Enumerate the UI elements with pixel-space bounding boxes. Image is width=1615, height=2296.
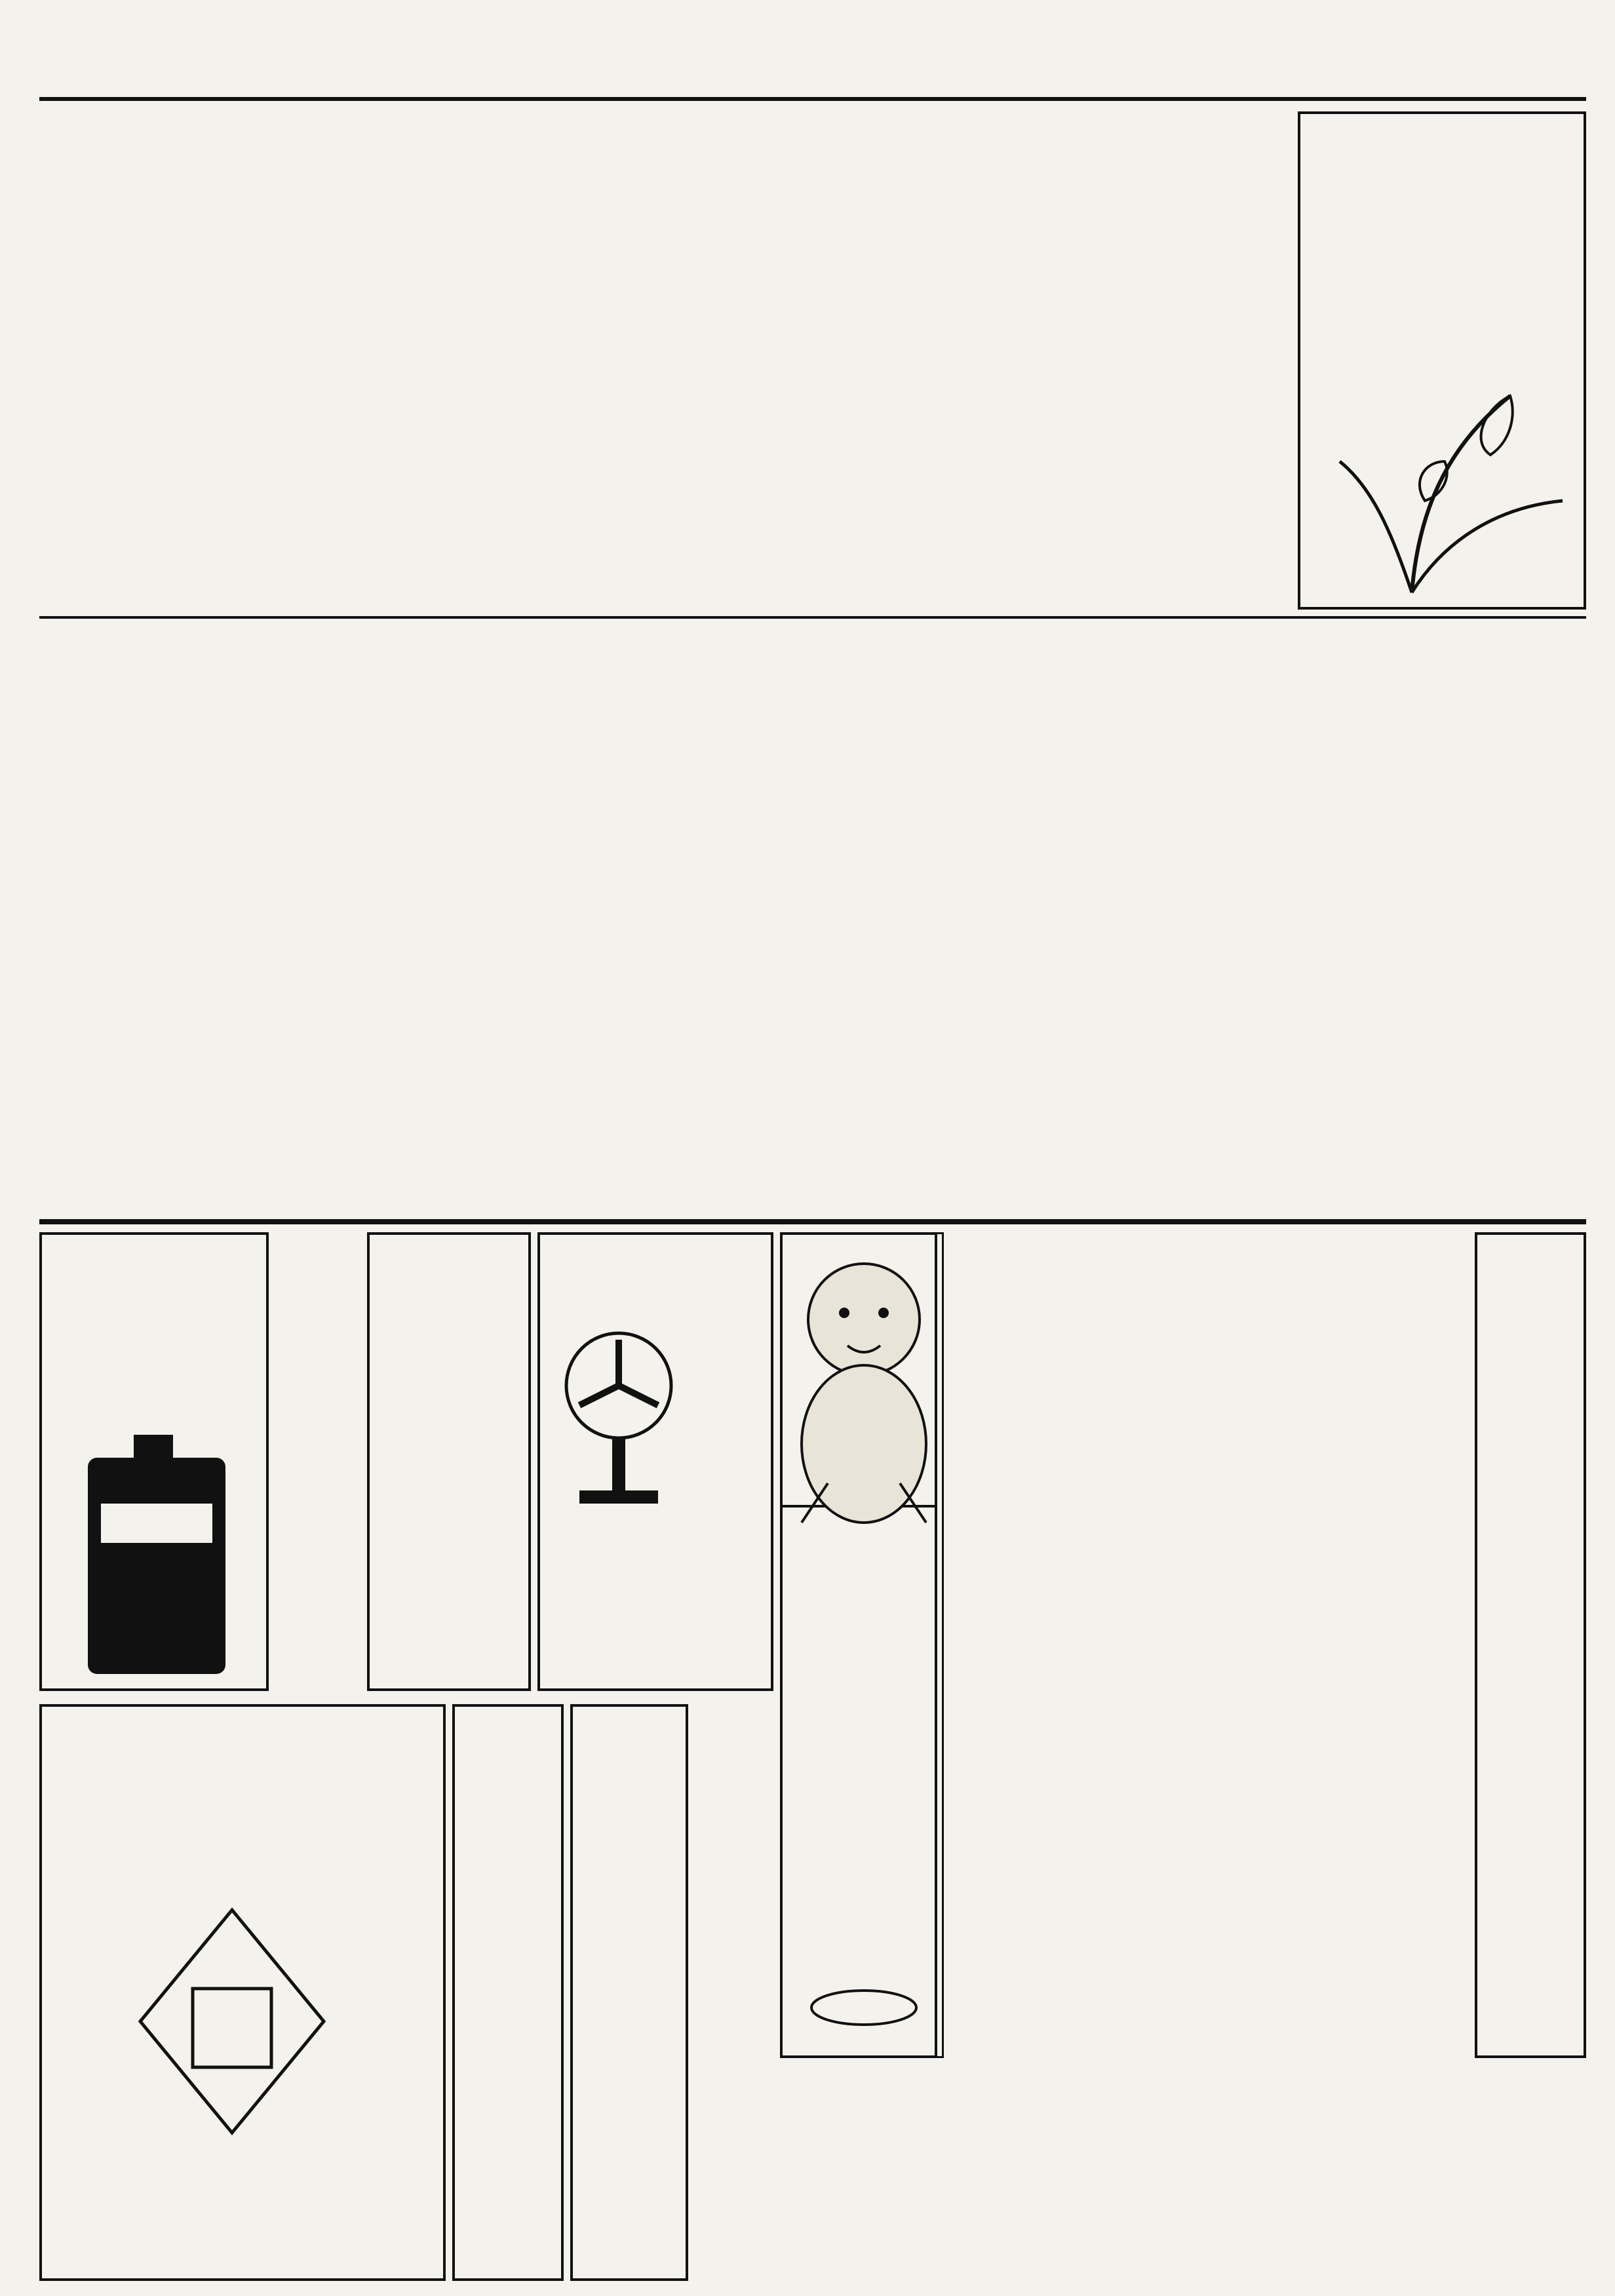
- article-huanmie: [747, 111, 1285, 610]
- baby-illustration: [788, 1247, 939, 1536]
- ad-body: [1193, 1239, 1265, 2052]
- section-rule-1: [39, 616, 1586, 619]
- ad-body: [1101, 1757, 1147, 2052]
- ad-body: [457, 1720, 503, 2270]
- ad-body: [275, 1239, 321, 1684]
- medicine-tin-icon: [808, 1988, 920, 2027]
- article-muke: [813, 626, 1586, 1209]
- header-rule: [39, 97, 1586, 101]
- poem-wo-ai: [39, 111, 288, 308]
- ad-telegraph: [570, 1704, 688, 2281]
- orchid-illustration: [1313, 370, 1576, 599]
- ad-hospital: [275, 1232, 367, 1691]
- ad-body: [575, 1720, 628, 2270]
- ad-body: [788, 1582, 939, 1949]
- ad-academy: [1101, 1232, 1193, 2058]
- ad-warbook: [695, 1704, 773, 2281]
- ad-fan: [537, 1232, 773, 1691]
- section-rule-2: [39, 1219, 1586, 1224]
- ad-benbao: [1475, 1232, 1586, 2058]
- ad-gongsong: [1193, 1232, 1324, 2058]
- flit-can-icon: [81, 1431, 232, 1681]
- medicine-box-illustration: [134, 1903, 330, 2139]
- ad-electric: [367, 1232, 531, 1691]
- page-header: [39, 46, 1586, 92]
- article-body: [813, 626, 1534, 1209]
- article-body: [39, 626, 754, 1209]
- article-body: [747, 111, 1199, 610]
- essay-chang-ye: [39, 328, 328, 603]
- essay-body: [52, 334, 288, 603]
- ad-body: [944, 1239, 1049, 2052]
- fan-illustration: [553, 1327, 684, 1510]
- ad-army83: [1331, 1232, 1475, 2058]
- article-huanmie-continued: [334, 111, 741, 610]
- ad-flit: [39, 1232, 269, 1691]
- ad-wireless: [452, 1704, 564, 2281]
- masthead-box: [1298, 111, 1586, 610]
- ad-bayer: [39, 1704, 446, 2281]
- ad-traffic: [944, 1232, 1101, 2058]
- article-xiyuan: [39, 626, 806, 1209]
- ad-baby: [780, 1232, 944, 2058]
- poem-body: [39, 111, 249, 308]
